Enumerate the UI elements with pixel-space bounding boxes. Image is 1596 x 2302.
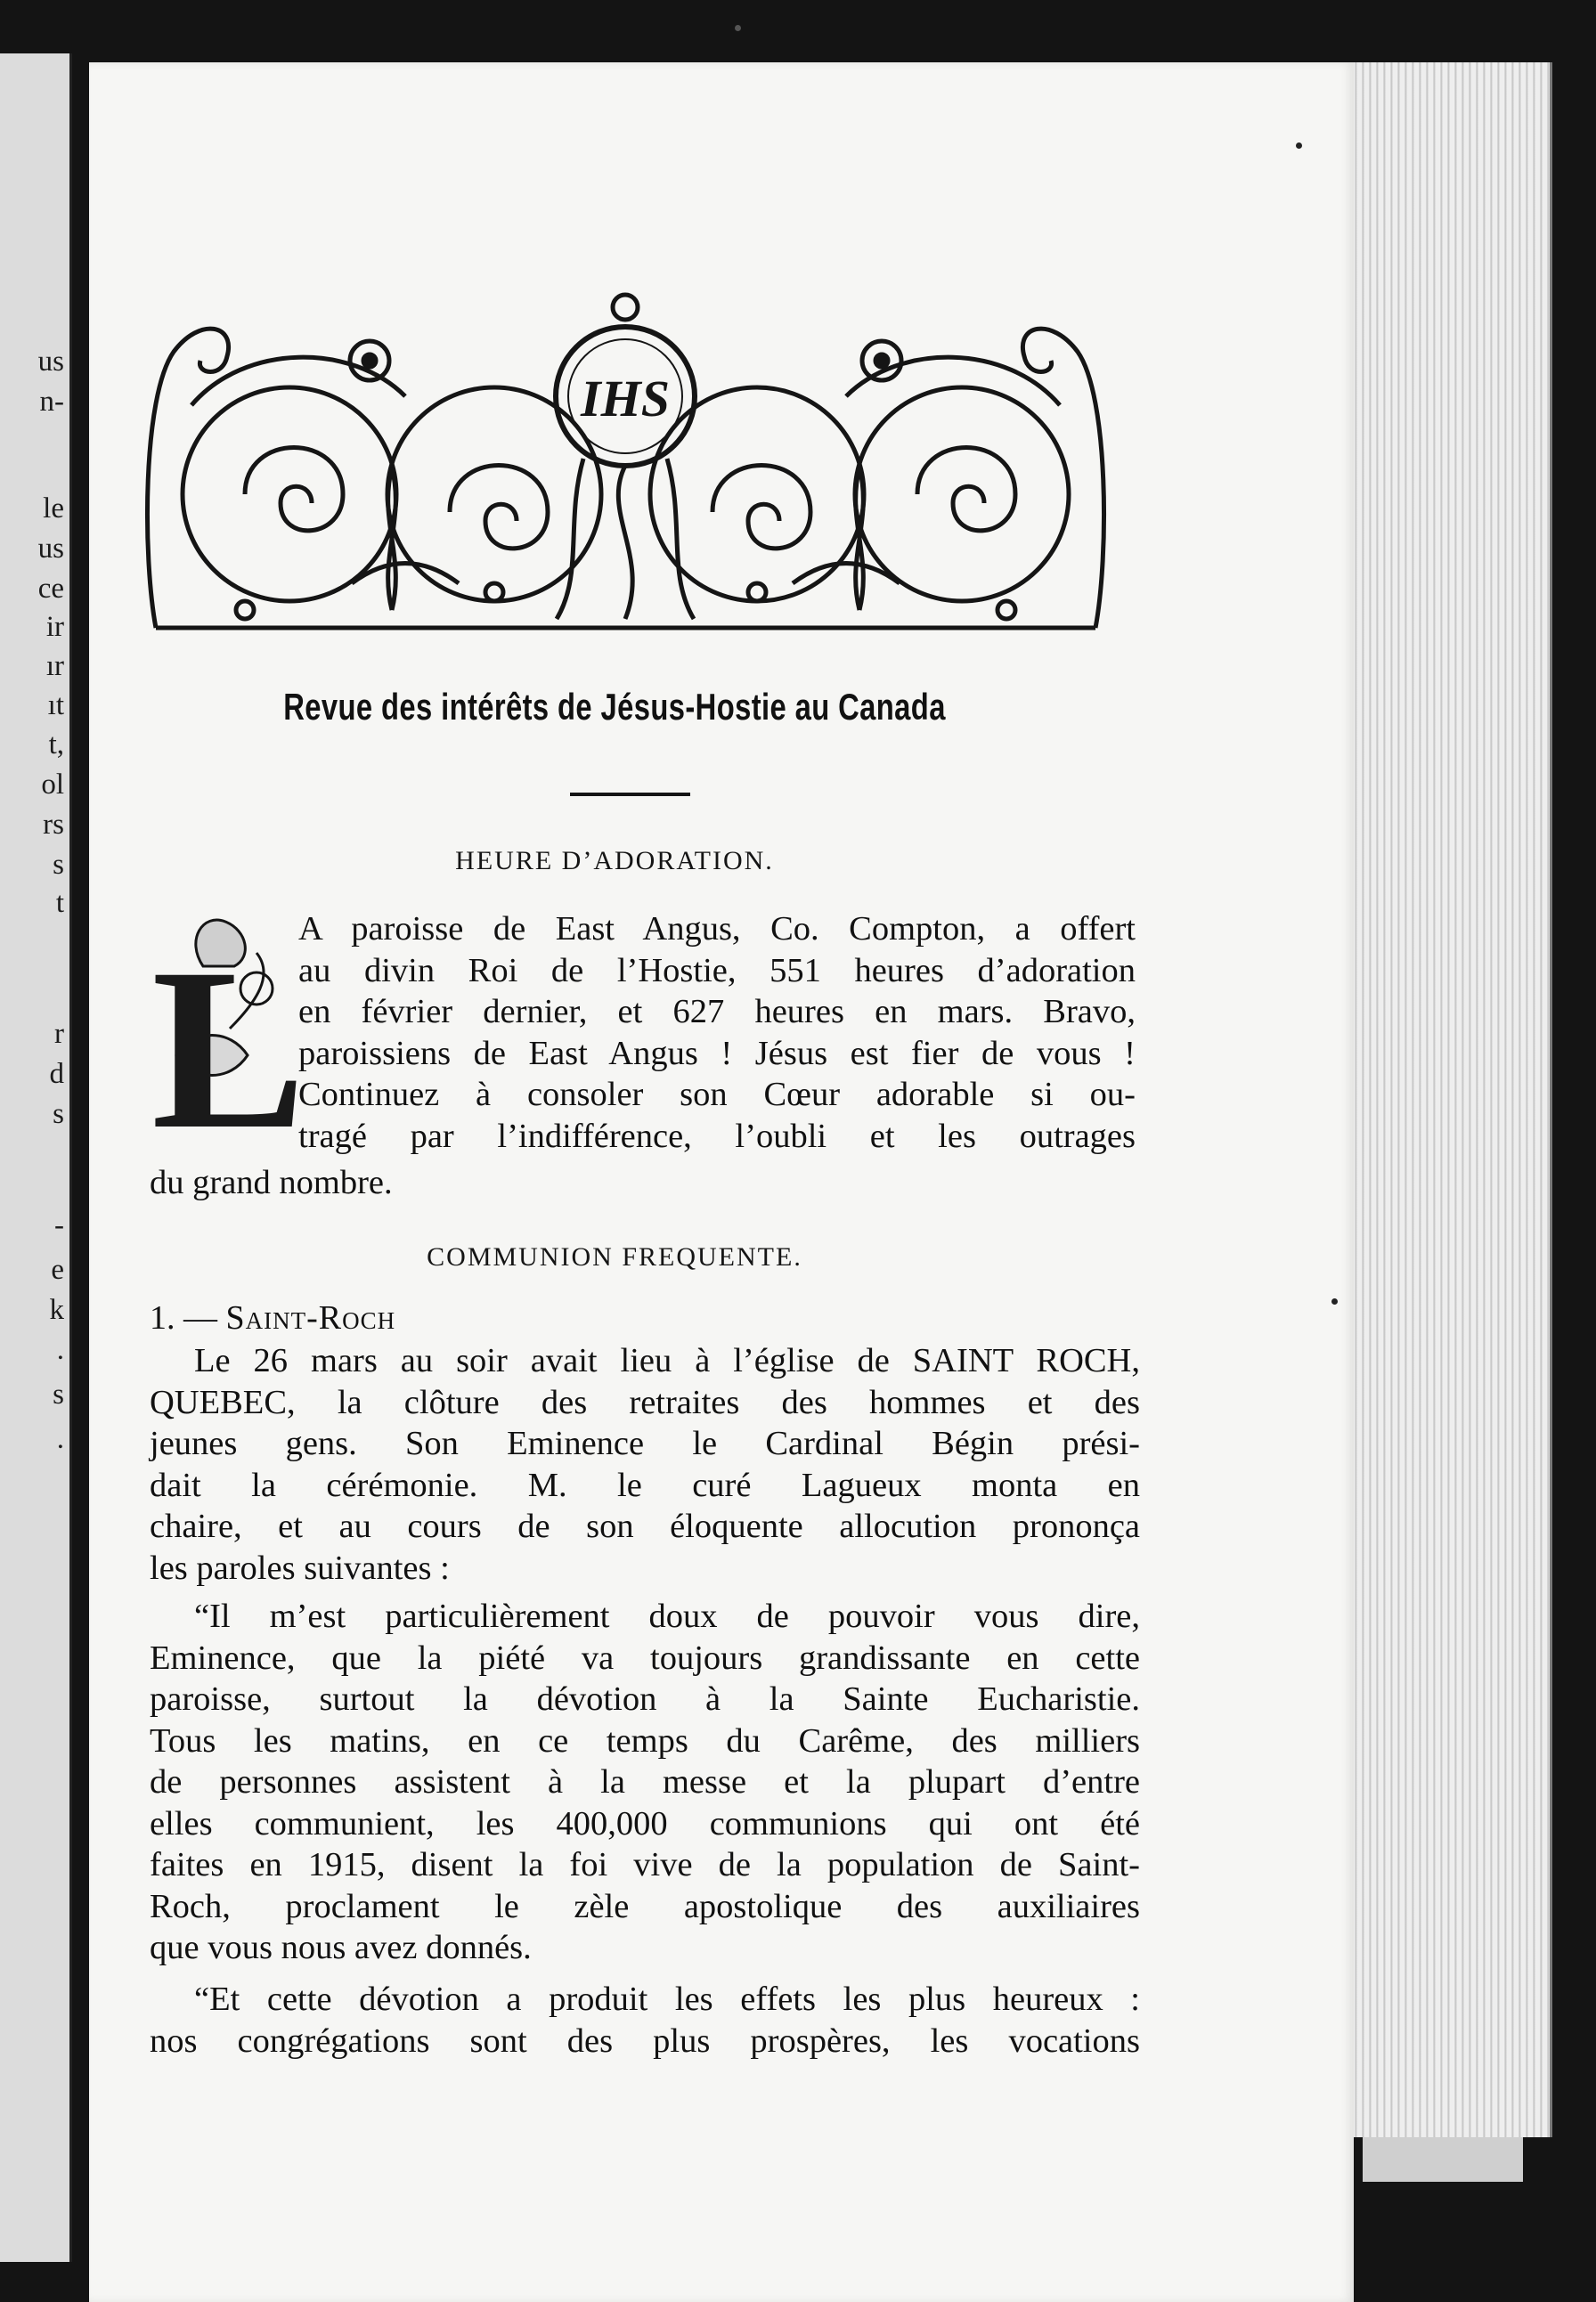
fragment: us bbox=[37, 346, 64, 378]
fragment: ir bbox=[45, 611, 64, 643]
paragraph-quote bbox=[150, 1596, 1140, 1969]
fragment: n- bbox=[39, 386, 64, 418]
text-line: chaire, et au cours de son éloquente allocution prononça bbox=[150, 1508, 1140, 1545]
text-line: dait la cérémonie. M. le curé Lagueux monta en bbox=[150, 1466, 1140, 1504]
facing-page-edge bbox=[0, 53, 72, 2262]
fragment: ıt bbox=[47, 689, 64, 721]
text-line: au divin Roi de l’Hostie, 551 heures d’adoration bbox=[298, 951, 1136, 989]
fragment: ol bbox=[41, 769, 64, 801]
text-line: que vous nous avez donnés. bbox=[150, 1929, 532, 1966]
fragment: ce bbox=[37, 573, 64, 605]
paragraph-adoration bbox=[298, 908, 1136, 1157]
text-line: faites en 1915, disent la foi vive de la population de Saint- bbox=[150, 1846, 1140, 1883]
text-line: nos congrégations sont des plus prospères, les vocations bbox=[150, 2021, 1140, 2060]
text-line: A paroisse de East Angus, Co. Compton, a offert bbox=[298, 910, 1136, 948]
text-line: du grand nombre. bbox=[150, 1164, 393, 1201]
subsection-name: Saint-Roch bbox=[225, 1299, 396, 1337]
page-stack-bottom bbox=[1363, 2137, 1523, 2182]
ihs-monogram: IHS bbox=[581, 370, 670, 427]
text-line: les paroles suivantes : bbox=[150, 1549, 450, 1587]
text-line: “Et cette dévotion a produit les effets les plus heureux : bbox=[194, 1981, 1140, 2018]
fragment: e bbox=[51, 1254, 64, 1286]
text-line: Roch, proclament le zèle apostolique des auxiliaires bbox=[150, 1887, 1140, 1925]
text-line: QUEBEC, la clôture des retraites des hommes et des bbox=[150, 1383, 1140, 1421]
text-line: tragé par l’indifférence, l’oubli et les outrages bbox=[298, 1117, 1136, 1155]
text-line: Le 26 mars au soir avait lieu à l’église de SAINT ROCH, bbox=[194, 1342, 1140, 1379]
text-line: jeunes gens. Son Eminence le Cardinal Bégin prési- bbox=[150, 1425, 1140, 1462]
fragment: r bbox=[54, 1018, 64, 1050]
fragment: k bbox=[49, 1294, 64, 1326]
paragraph-devotion bbox=[150, 1979, 1140, 2062]
text-line: Eminence, que la piété va toujours grandissante en cette bbox=[150, 1639, 1140, 1677]
speck bbox=[1296, 142, 1302, 149]
fragment: s bbox=[53, 849, 64, 881]
fragment: t, bbox=[48, 728, 64, 761]
fragment: . bbox=[56, 1334, 64, 1366]
speck bbox=[1331, 1298, 1338, 1305]
text-line: paroisse, surtout la dévotion à la Sainte Eucharistie. bbox=[150, 1680, 1140, 1718]
text-line: “Il m’est particulièrement doux de pouvoir vous dire, bbox=[194, 1598, 1140, 1635]
fragment: le bbox=[43, 492, 64, 525]
text-line: Tous les matins, en ce temps du Carême, des milliers bbox=[150, 1721, 1140, 1760]
title-rule bbox=[570, 793, 690, 796]
subsection-title bbox=[150, 1298, 395, 1338]
fragment: rs bbox=[43, 809, 64, 841]
drop-cap-illustration bbox=[150, 904, 306, 1177]
fragment: d bbox=[49, 1058, 64, 1090]
fragment: t bbox=[55, 887, 64, 919]
section-heading: COMMUNION FREQUENTE. bbox=[427, 1242, 802, 1272]
speck bbox=[735, 25, 741, 31]
text-line: en février dernier, et 627 heures en mars. Bravo, bbox=[298, 993, 1136, 1030]
text-line: paroissiens de East Angus ! Jésus est fier de vous ! bbox=[298, 1034, 1136, 1072]
section-heading: HEURE D’ADORATION. bbox=[455, 846, 774, 875]
text-line: Continuez à consoler son Cœur adorable si ou- bbox=[298, 1076, 1136, 1113]
page-title: Revue des intérêts de Jésus-Hostie au Canada bbox=[283, 686, 946, 728]
subsection-number: 1. — bbox=[150, 1299, 217, 1337]
fragment: s bbox=[53, 1379, 64, 1411]
ornamental-header bbox=[138, 289, 1113, 632]
paragraph-saint-roch bbox=[150, 1340, 1140, 1589]
fragment: us bbox=[37, 533, 64, 565]
fragment: s bbox=[53, 1098, 64, 1130]
text-line: de personnes assistent à la messe et la plupart d’entre bbox=[150, 1763, 1140, 1801]
paragraph-adoration-tail bbox=[150, 1162, 1140, 1204]
fragment: - bbox=[54, 1209, 64, 1241]
text-line: elles communient, les 400,000 communions qui ont été bbox=[150, 1804, 1140, 1842]
fragment: ır bbox=[45, 650, 64, 682]
fragment: . bbox=[56, 1423, 64, 1455]
page-stack-edge bbox=[1336, 62, 1552, 2137]
drop-cap-letter: L bbox=[151, 921, 306, 1177]
